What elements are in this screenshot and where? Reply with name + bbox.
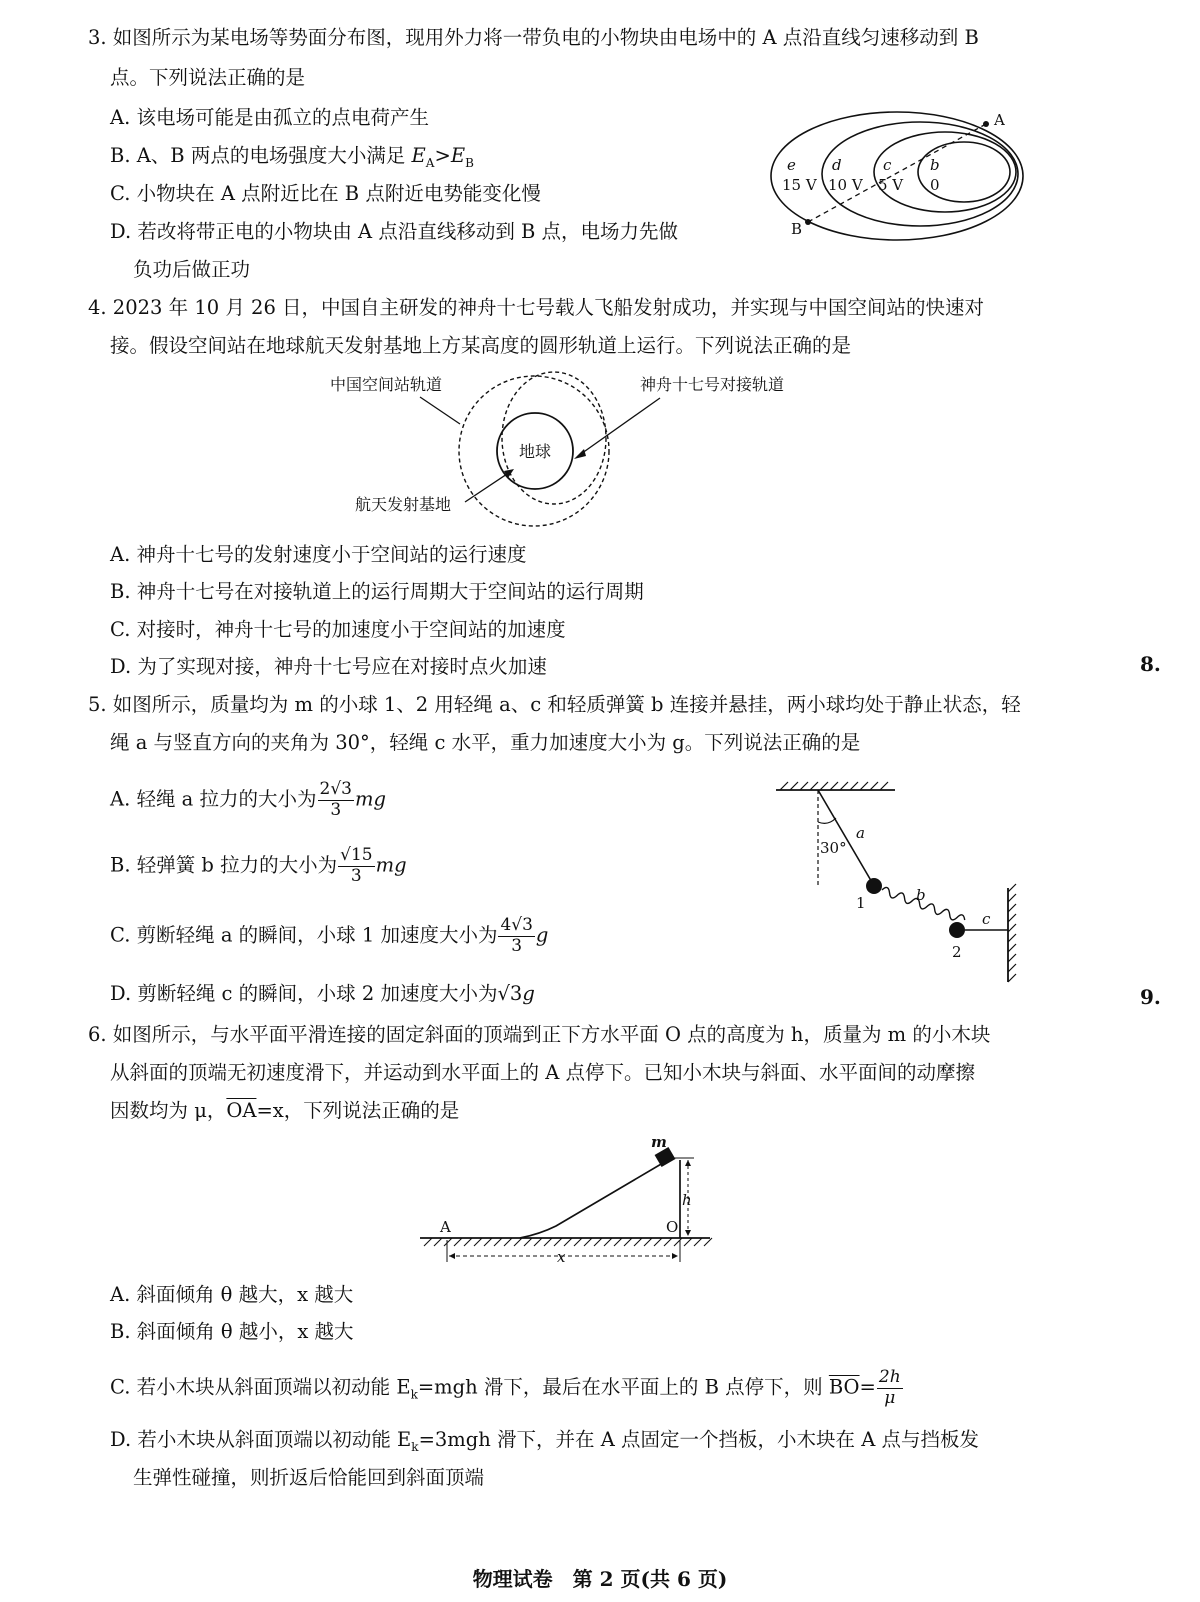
q6-option-c-bo: $\overline{BO}$	[828, 1375, 860, 1399]
q6-option-c-num: 2h	[878, 1367, 901, 1387]
q6-stem-oa: $\overline{OA}$	[226, 1099, 257, 1122]
q3-option-b-sub-a: A	[425, 155, 435, 170]
q5-stem-line1: 5. 如图所示，质量均为 m 的小球 1、2 用轻绳 a、c 和轻质弹簧 b 连接并悬挂，两小球均处于静止状态，轻	[88, 693, 1021, 716]
q3-option-b-gt: >	[434, 144, 451, 167]
q6-option-d-sub: k	[411, 1439, 419, 1454]
q5-option-d-text: D. 剪断轻绳 c 的瞬间，小球 2 加速度大小为	[110, 982, 498, 1005]
q5-fig-ball2-label: 2	[952, 943, 962, 961]
q4-fig-dock-orbit-label: 神舟十七号对接轨道	[640, 375, 785, 394]
q5-option-a	[110, 780, 386, 820]
q6-stem-line1: 6. 如图所示，与水平面平滑连接的固定斜面的顶端到正下方水平面 O 点的高度为 h，质量为 m 的小木块	[88, 1023, 991, 1046]
q5-option-c-den: 3	[511, 935, 523, 956]
q3-fig-label-b-v: 0	[930, 176, 940, 194]
q6-fig-label-a: A	[440, 1218, 451, 1236]
q5-option-b-den: 3	[350, 865, 362, 886]
q5-fig-ball1-label: 1	[856, 894, 866, 912]
q5-option-a-fraction	[318, 780, 354, 820]
q6-fig-label-o: O	[666, 1218, 679, 1236]
q6-stem-line3-post: =x，下列说法正确的是	[256, 1099, 460, 1122]
q4-option-d: D. 为了实现对接，神舟十七号应在对接时点火加速	[110, 655, 547, 678]
q5-option-b	[110, 846, 407, 886]
q4-fig-earth-label: 地球	[518, 442, 552, 461]
q6-option-c-text: C. 若小木块从斜面顶端以初动能 E	[110, 1375, 411, 1399]
q5-option-a-den: 3	[330, 799, 342, 820]
q5-stem-line2: 绳 a 与竖直方向的夹角为 30°，轻绳 c 水平，重力加速度大小为 g。下列说法正确的是	[110, 731, 861, 754]
q3-option-d-line1: D. 若改将带正电的小物块由 A 点沿直线移动到 B 点，电场力先做	[110, 220, 679, 243]
q5-option-c-num: 4√3	[500, 915, 533, 935]
q3-fig-label-b-surface: b	[930, 156, 940, 174]
q6-option-c	[110, 1368, 904, 1408]
q3-fig-label-a: A	[994, 111, 1005, 129]
q3-option-c: C. 小物块在 A 点附近比在 B 点附近电势能变化慢	[110, 182, 541, 205]
q6-option-d-post: =3mgh 滑下，并在 A 点固定一个挡板，小木块在 A 点与挡板发	[418, 1428, 979, 1451]
q3-equipotential-figure	[772, 108, 1032, 248]
q3-option-b-eb: E	[450, 144, 466, 167]
q5-option-b-unit: mg	[375, 853, 407, 877]
q6-fig-label-x: x	[557, 1248, 566, 1266]
q4-stem-line2: 接。假设空间站在地球航天发射基地上方某高度的圆形轨道上运行。下列说法正确的是	[110, 334, 852, 357]
q5-fig-label-b: b	[916, 886, 926, 904]
q5-option-a-unit: mg	[354, 787, 386, 811]
q6-option-c-eq: =	[859, 1375, 876, 1399]
q6-option-a: A. 斜面倾角 θ 越大，x 越大	[110, 1283, 354, 1306]
q3-fig-label-e: e	[787, 156, 796, 174]
q5-option-a-num: 2√3	[319, 779, 352, 799]
q5-option-b-text: B. 轻弹簧 b 拉力的大小为	[110, 853, 338, 877]
side-question-number-8: 8.	[1140, 652, 1161, 676]
q6-option-d-text: D. 若小木块从斜面顶端以初动能 E	[110, 1428, 412, 1451]
q5-option-c	[110, 916, 548, 956]
q5-fig-label-a: a	[856, 824, 865, 842]
q6-incline-figure	[415, 1135, 715, 1265]
q6-option-d-line1	[110, 1430, 979, 1453]
side-question-number-9: 9.	[1140, 985, 1161, 1009]
q3-option-b-ea: E	[411, 144, 426, 167]
q3-stem-line1: 3. 如图所示为某电场等势面分布图，现用外力将一带负电的小物块由电场中的 A 点沿直线匀速移动到 B	[88, 26, 979, 49]
q6-option-b: B. 斜面倾角 θ 越小，x 越大	[110, 1320, 354, 1343]
q4-stem-line1: 4. 2023 年 10 月 26 日，中国自主研发的神舟十七号载人飞船发射成功，并实现与中国空间站的快速对	[88, 296, 985, 319]
q5-spring-figure	[770, 778, 1030, 988]
q5-fig-angle-label: 30°	[820, 839, 847, 857]
q6-option-c-den: μ	[884, 1387, 896, 1408]
q3-option-b-text: B. A、B 两点的电场强度大小满足	[110, 144, 412, 167]
q3-option-b-sub-b: B	[465, 155, 474, 170]
q6-option-c-fraction	[877, 1368, 903, 1408]
q4-option-b: B. 神舟十七号在对接轨道上的运行周期大于空间站的运行周期	[110, 580, 644, 603]
q3-option-a: A. 该电场可能是由孤立的点电荷产生	[110, 106, 429, 129]
q6-fig-label-m: m	[651, 1133, 667, 1151]
q3-fig-label-d-v: 10 V	[828, 176, 863, 194]
q6-fig-label-h: h	[682, 1191, 692, 1209]
q4-option-c: C. 对接时，神舟十七号的加速度小于空间站的加速度	[110, 618, 566, 641]
q5-option-b-num: √15	[340, 845, 373, 865]
q5-option-b-fraction	[338, 846, 374, 886]
q5-option-c-text: C. 剪断轻绳 a 的瞬间，小球 1 加速度大小为	[110, 923, 498, 947]
q3-fig-label-e-v: 15 V	[782, 176, 817, 194]
q6-stem-line2: 从斜面的顶端无初速度滑下，并运动到水平面上的 A 点停下。已知小木块与斜面、水平面间的动摩擦	[110, 1061, 975, 1084]
q5-option-c-fraction	[498, 916, 534, 956]
q4-orbit-figure	[320, 370, 800, 520]
q6-stem-line3	[110, 1101, 459, 1121]
q5-option-d	[110, 984, 535, 1004]
q5-fig-label-c: c	[982, 910, 991, 928]
page-footer: 物理试卷 第 2 页(共 6 页)	[472, 1567, 728, 1591]
q3-stem-line2: 点。下列说法正确的是	[110, 66, 306, 89]
q3-fig-label-b: B	[791, 220, 803, 238]
q4-fig-station-orbit-label: 中国空间站轨道	[330, 375, 443, 394]
q3-fig-label-c: c	[883, 156, 892, 174]
q6-stem-line3-pre: 因数均为 μ，	[110, 1099, 227, 1122]
q4-fig-base-label: 航天发射基地	[355, 495, 452, 514]
q5-option-c-unit: g	[535, 923, 549, 947]
q3-option-d-line2: 负功后做正功	[133, 258, 251, 281]
q4-option-a: A. 神舟十七号的发射速度小于空间站的运行速度	[110, 543, 527, 566]
q3-option-b	[110, 146, 474, 169]
q6-option-c-sub: k	[410, 1387, 418, 1402]
q3-fig-label-c-v: 5 V	[878, 176, 904, 194]
q5-option-d-unit: g	[522, 982, 535, 1005]
q5-option-d-root: √3	[497, 982, 523, 1005]
q6-option-d-line2: 生弹性碰撞，则折返后恰能回到斜面顶端	[133, 1466, 485, 1489]
q3-fig-label-d: d	[832, 156, 842, 174]
q6-option-c-mid: =mgh 滑下，最后在水平面上的 B 点停下，则	[417, 1375, 829, 1399]
q5-option-a-text: A. 轻绳 a 拉力的大小为	[110, 787, 317, 811]
